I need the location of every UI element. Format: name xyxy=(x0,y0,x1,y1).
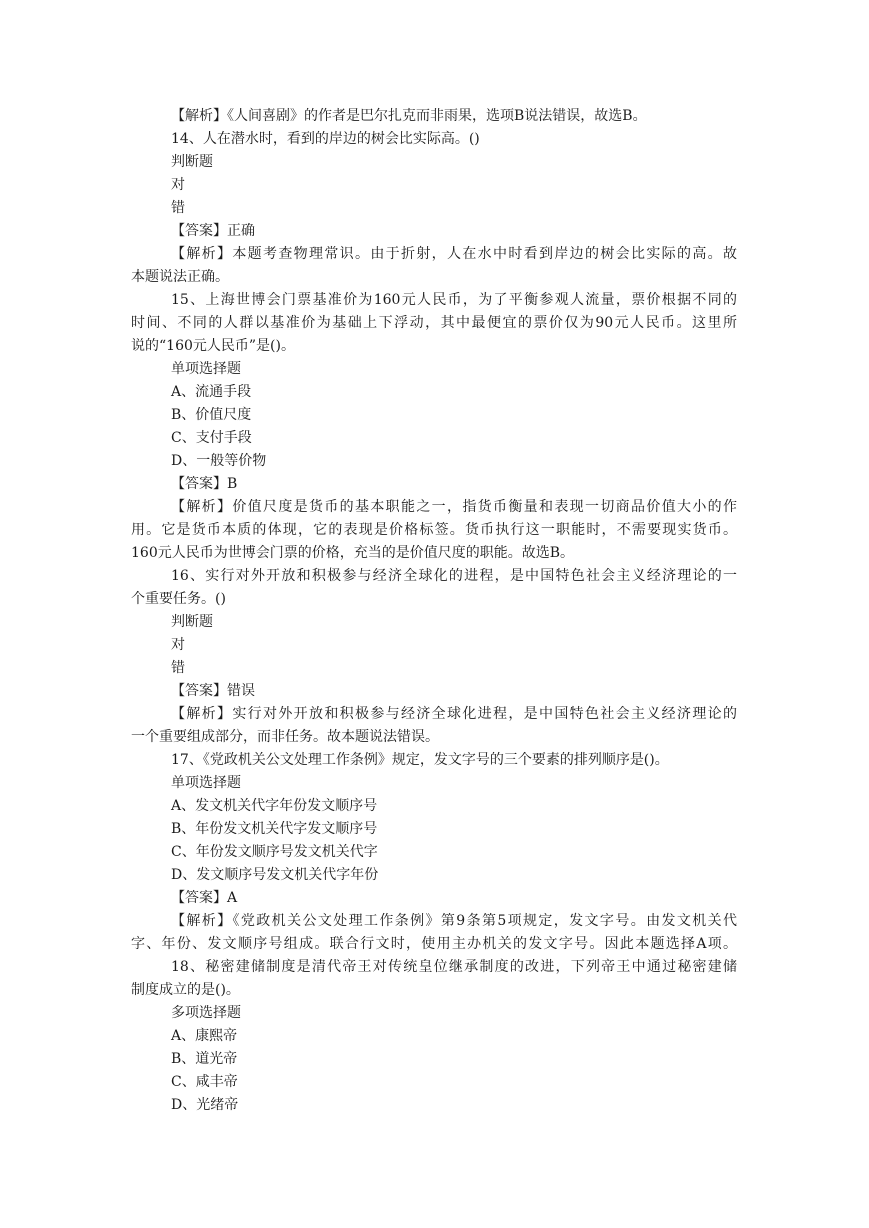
question-15-cont2: 说的“160元人民币”是()。 xyxy=(131,338,295,354)
analysis-15-cont2: 160元人民币为世博会门票的价格，充当的是价值尺度的职能。故选B。 xyxy=(131,545,575,561)
question-16: 16、实行对外开放和积极参与经济全球化的进程，是中国特色社会主义经济理论的一 xyxy=(171,568,737,584)
option-a: A、发文机关代字年份发文顺序号 xyxy=(171,798,378,814)
question-type: 单项选择题 xyxy=(171,361,241,377)
option-b: B、年份发文机关代字发文顺序号 xyxy=(171,821,378,837)
option-false: 错 xyxy=(171,660,185,676)
option-d: D、光绪帝 xyxy=(171,1097,239,1113)
question-18: 18、秘密建储制度是清代帝王对传统皇位继承制度的改进，下列帝王中通过秘密建储 xyxy=(171,959,737,975)
question-type: 多项选择题 xyxy=(171,1005,241,1021)
analysis-14-cont: 本题说法正确。 xyxy=(131,269,229,285)
option-true: 对 xyxy=(171,637,185,653)
option-a: A、康熙帝 xyxy=(171,1028,238,1044)
analysis-15-cont: 用。它是货币本质的体现，它的表现是价格标签。货币执行这一职能时，不需要现实货币。 xyxy=(131,522,737,538)
option-d: D、一般等价物 xyxy=(171,453,267,469)
answer-17: 【答案】A xyxy=(171,890,238,906)
option-d: D、发文顺序号发文机关代字年份 xyxy=(171,867,379,883)
question-type: 判断题 xyxy=(171,614,213,630)
analysis-16: 【解析】实行对外开放和积极参与经济全球化进程，是中国特色社会主义经济理论的 xyxy=(171,706,737,722)
answer-14: 【答案】正确 xyxy=(171,223,255,239)
question-15: 15、上海世博会门票基准价为160元人民币，为了平衡参观人流量，票价根据不同的 xyxy=(171,292,737,308)
option-c: C、支付手段 xyxy=(171,430,252,446)
option-false: 错 xyxy=(171,200,185,216)
question-14: 14、人在潜水时，看到的岸边的树会比实际高。() xyxy=(171,131,480,147)
option-b: B、价值尺度 xyxy=(171,407,252,423)
answer-15: 【答案】B xyxy=(171,476,238,492)
question-15-cont: 时间、不同的人群以基准价为基础上下浮动，其中最便宜的票价仅为90元人民币。这里所 xyxy=(131,315,737,331)
option-true: 对 xyxy=(171,177,185,193)
analysis-13: 【解析】《人间喜剧》的作者是巴尔扎克而非雨果，选项B说法错误，故选B。 xyxy=(171,108,647,124)
option-c: C、年份发文顺序号发文机关代字 xyxy=(171,844,378,860)
question-16-cont: 个重要任务。() xyxy=(131,591,226,607)
analysis-17-cont: 字、年份、发文顺序号组成。联合行文时，使用主办机关的发文字号。因此本题选择A项。 xyxy=(131,936,737,952)
question-18-cont: 制度成立的是()。 xyxy=(131,982,240,998)
analysis-16-cont: 一个重要组成部分，而非任务。故本题说法错误。 xyxy=(131,729,439,745)
analysis-15: 【解析】价值尺度是货币的基本职能之一，指货币衡量和表现一切商品价值大小的作 xyxy=(171,499,737,515)
question-type: 单项选择题 xyxy=(171,775,241,791)
analysis-14: 【解析】本题考查物理常识。由于折射，人在水中时看到岸边的树会比实际的高。故 xyxy=(171,246,737,262)
option-a: A、流通手段 xyxy=(171,384,252,400)
analysis-17: 【解析】《党政机关公文处理工作条例》第9条第5项规定，发文字号。由发文机关代 xyxy=(171,913,737,929)
question-type: 判断题 xyxy=(171,154,213,170)
answer-16: 【答案】错误 xyxy=(171,683,255,699)
option-b: B、道光帝 xyxy=(171,1051,238,1067)
option-c: C、咸丰帝 xyxy=(171,1074,238,1090)
question-17: 17、《党政机关公文处理工作条例》规定，发文字号的三个要素的排列顺序是()。 xyxy=(171,752,669,768)
